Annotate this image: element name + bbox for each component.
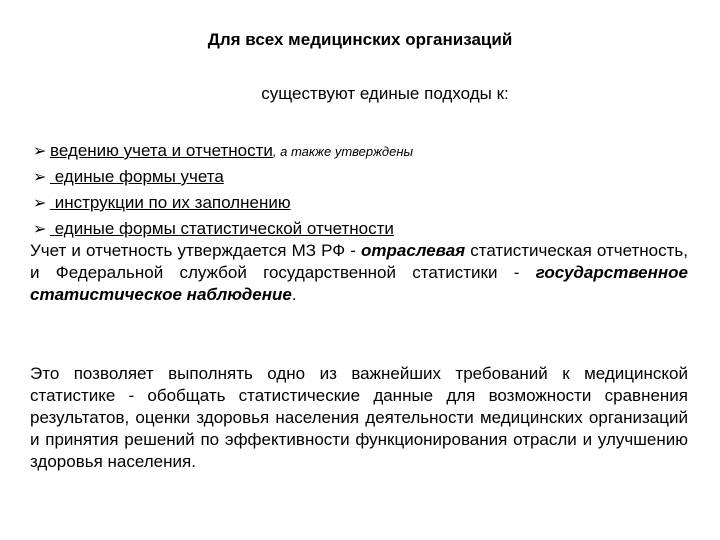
bullet-text: единые формы учета [50, 167, 224, 186]
bullet-note: , а также утверждены [272, 144, 414, 159]
bullet-item [33, 138, 693, 164]
paragraph-text: статистическая отчетность, и Федеральной службой государственной статистики - [30, 241, 688, 282]
bullet-item [33, 164, 693, 190]
bullet-list [33, 138, 693, 242]
arrowhead-right-icon: ➢ [33, 143, 47, 160]
paragraph-requirements: Это позволяет выполнять одно из важнейших требований к медицинской статистике - обобщать статистические данные для возможности сравнения результатов, оценки здоровья населения деятельности медицинских организаций и принятия решений по эффективности функционирования отрасли и улучшению здоровья населения. [30, 364, 688, 471]
slide-subtitle: существуют единые подходы к: [261, 84, 509, 103]
bullet-text: единые формы статистической отчетности [50, 219, 394, 238]
bullet-text: ведению учета и отчетности [50, 141, 273, 160]
paragraph-text: . [291, 285, 297, 304]
arrowhead-right-icon: ➢ [33, 169, 47, 186]
bullet-text: инструкции по их заполнению [50, 193, 291, 212]
paragraph-accounting [30, 240, 688, 306]
bullet-item [33, 216, 693, 242]
emphasis-state-observation: государственное статистическое наблюдение [30, 263, 688, 304]
paragraph-text: Учет и отчетность утверждается МЗ РФ - [30, 241, 362, 260]
bullet-item [33, 190, 693, 216]
arrowhead-right-icon: ➢ [33, 195, 47, 212]
slide-title: Для всех медицинских организаций [207, 30, 513, 49]
emphasis-industry: отраслевая [361, 241, 466, 260]
arrowhead-right-icon: ➢ [33, 221, 47, 238]
